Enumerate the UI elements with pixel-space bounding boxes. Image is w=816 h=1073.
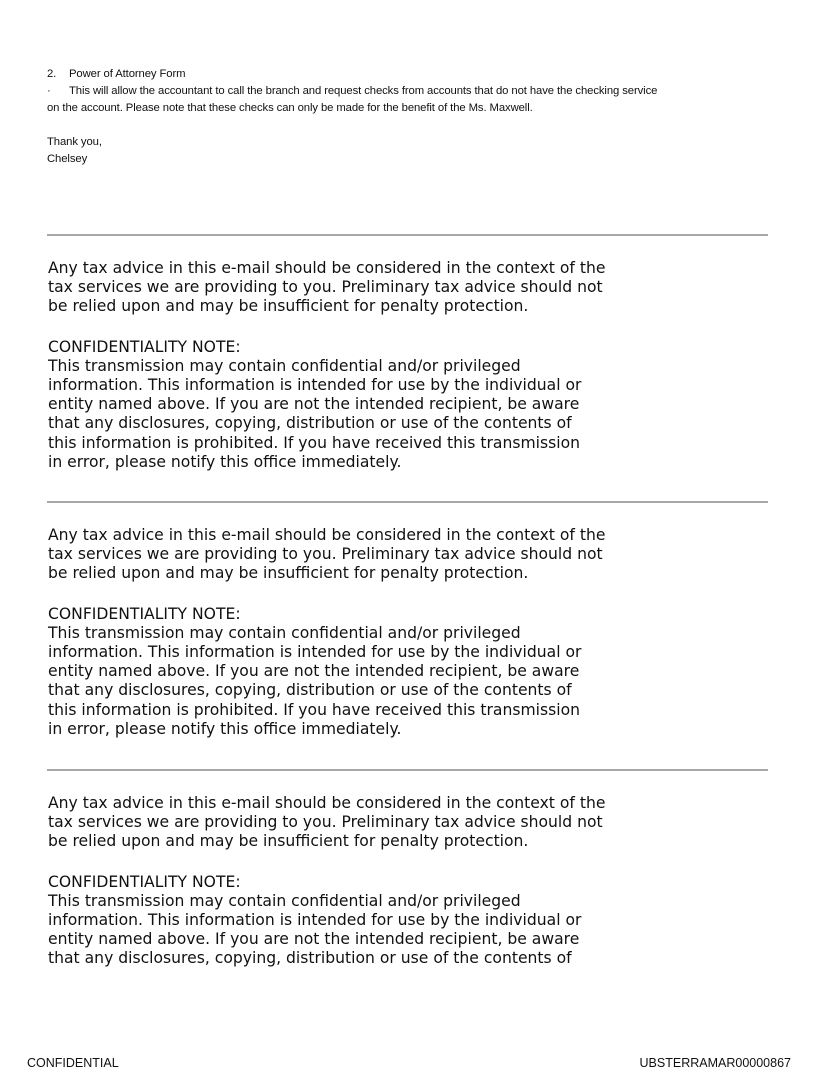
divider [47,769,768,771]
signature: Chelsey [47,153,88,165]
bullet-icon: · [47,85,51,97]
note-line: information. This information is intended for use by the individual or [48,911,582,930]
closing: Thank you, [47,136,102,148]
tax-line: tax services we are providing to you. Preliminary tax advice should not [48,813,603,832]
note-line: in error, please notify this office immediately. [48,452,402,471]
note-line: entity named above. If you are not the intended recipient, be aware [48,662,580,681]
note-line: this information is prohibited. If you have received this transmission [48,433,580,452]
note-line: This transmission may contain confidential and/or privileged [48,356,521,375]
note-line: entity named above. If you are not the intended recipient, be aware [48,395,580,414]
tax-line: tax services we are providing to you. Preliminary tax advice should not [48,278,603,297]
bullet-text: This will allow the accountant to call the branch and request checks from accounts that do not have the checking service [69,85,658,97]
tax-line: Any tax advice in this e-mail should be considered in the context of the [48,259,606,277]
tax-line: tax services we are providing to you. Preliminary tax advice should not [48,545,603,564]
note-line: that any disclosures, copying, distribution or use of the contents of [48,681,572,700]
note-line: This transmission may contain confidential and/or privileged [48,891,521,910]
bates-number: UBSTERRAMAR00000867 [639,1056,791,1070]
note-line: information. This information is intended for use by the individual or [48,376,582,395]
note-line: that any disclosures, copying, distribution or use of the contents of [48,414,572,433]
note-line: This transmission may contain confidential and/or privileged [48,623,521,642]
confidential-label: CONFIDENTIAL [27,1056,119,1070]
item-title: Power of Attorney Form [69,68,186,80]
note-line: in error, please notify this office immediately. [48,719,402,738]
note-heading: CONFIDENTIALITY NOTE: [48,872,241,891]
email-body [47,66,657,168]
note-line: information. This information is intended for use by the individual or [48,643,582,662]
note-line: this information is prohibited. If you have received this transmission [48,700,580,719]
disclaimer-block [48,259,605,472]
tax-line: Any tax advice in this e-mail should be considered in the context of the [48,794,606,812]
tax-line: be relied upon and may be insufficient for penalty protection. [48,564,529,583]
bullet-line-continued: on the account. Please note that these checks can only be made for the benefit of the Ms. Maxwell. [47,102,533,114]
list-item [47,66,657,83]
tax-line: Any tax advice in this e-mail should be considered in the context of the [48,526,606,544]
bullet-line [47,83,657,100]
item-number: 2. [47,68,57,80]
disclaimer-block [48,794,605,969]
tax-line: be relied upon and may be insufficient for penalty protection. [48,297,529,316]
note-line: that any disclosures, copying, distribution or use of the contents of [48,949,572,968]
tax-line: be relied upon and may be insufficient for penalty protection. [48,832,529,851]
note-line: entity named above. If you are not the intended recipient, be aware [48,930,580,949]
note-heading: CONFIDENTIALITY NOTE: [48,604,241,623]
note-heading: CONFIDENTIALITY NOTE: [48,337,241,356]
disclaimer-block [48,526,605,739]
divider [47,501,768,503]
divider [47,234,768,236]
